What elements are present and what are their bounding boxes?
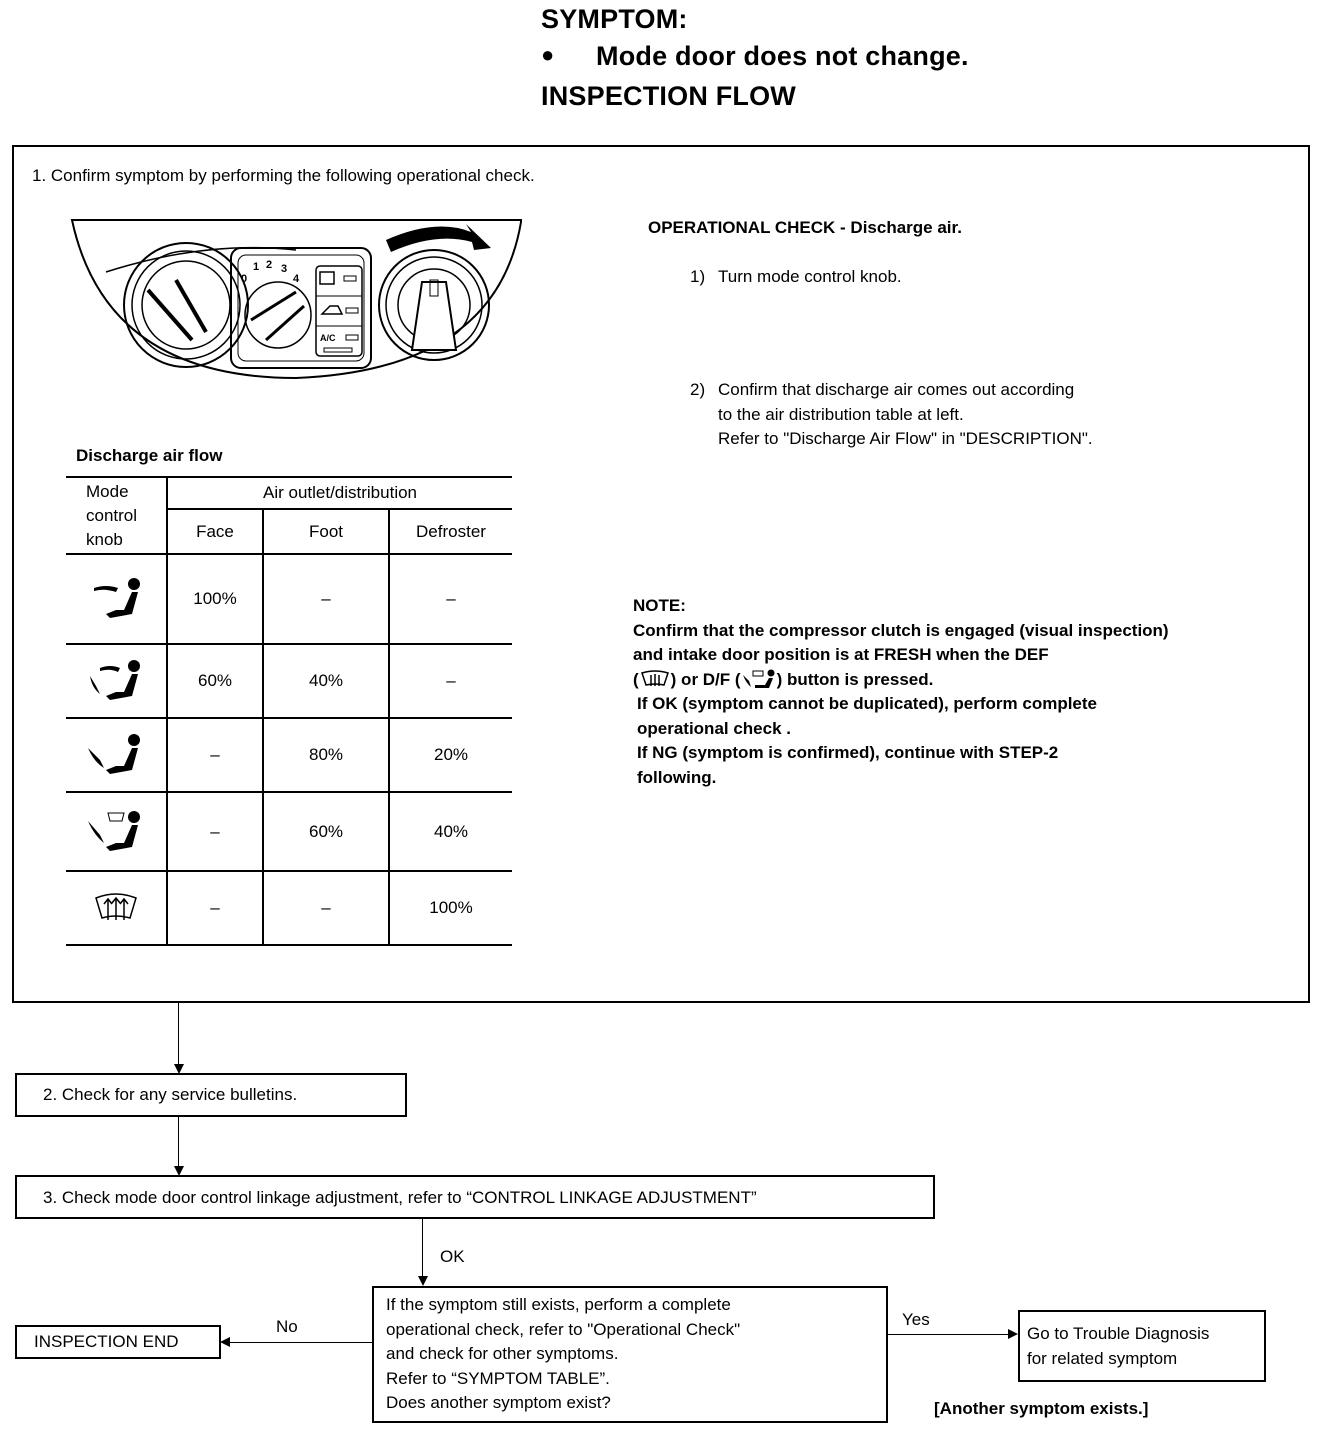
defroster-value: 20% bbox=[389, 718, 512, 792]
face-value: 100% bbox=[167, 554, 263, 644]
inspection-flow-title: INSPECTION FLOW bbox=[541, 81, 796, 111]
ac-button[interactable]: A/C bbox=[320, 333, 336, 343]
rotate-arrow-icon bbox=[386, 224, 491, 252]
another-symptom-label: [Another symptom exists.] bbox=[934, 1399, 1149, 1418]
decision-line: If the symptom still exists, perform a complete bbox=[386, 1295, 731, 1314]
symptom-label: SYMPTOM: bbox=[541, 4, 688, 34]
mode-cell bbox=[66, 871, 167, 945]
foot-value: 60% bbox=[263, 792, 389, 871]
op-check-item2-line: Refer to "Discharge Air Flow" in "DESCRIPTION". bbox=[718, 429, 1093, 448]
mode-cell bbox=[66, 554, 167, 644]
foot-value: – bbox=[263, 871, 389, 945]
trouble-diagnosis-text bbox=[1027, 1322, 1209, 1371]
note-line: operational check . bbox=[637, 718, 791, 738]
connector-line bbox=[228, 1342, 372, 1343]
col-foot: Foot bbox=[263, 509, 389, 554]
rear-defrost-button[interactable] bbox=[320, 272, 334, 284]
decision-line: and check for other symptoms. bbox=[386, 1344, 619, 1363]
button-column bbox=[316, 266, 362, 356]
ac-control-panel-illustration bbox=[66, 210, 536, 390]
note-line: Confirm that the compressor clutch is engaged (visual inspection) bbox=[633, 620, 1169, 640]
mode-header-line: Mode bbox=[86, 481, 129, 501]
fan-speed-2: 2 bbox=[266, 259, 273, 271]
table-row bbox=[66, 644, 512, 718]
table-row bbox=[66, 554, 512, 644]
foot-value: – bbox=[263, 554, 389, 644]
df-button-icon bbox=[741, 669, 777, 689]
mode-cell bbox=[66, 718, 167, 792]
op-check-item2-line: Confirm that discharge air comes out according bbox=[718, 380, 1075, 399]
op-check-item2-num: 2) bbox=[690, 380, 706, 399]
table-row bbox=[66, 792, 512, 871]
temperature-knob[interactable] bbox=[124, 243, 248, 367]
trouble-diagnosis-line: for related symptom bbox=[1027, 1348, 1178, 1368]
defrost-icon bbox=[86, 888, 146, 928]
mode-control-knob[interactable] bbox=[379, 250, 489, 360]
note-line: ( ) or D/F ( ) button is pressed. bbox=[633, 669, 934, 689]
bullet: ● bbox=[541, 42, 555, 67]
arrow-left-icon bbox=[220, 1337, 230, 1347]
discharge-air-flow-table bbox=[66, 476, 512, 946]
defroster-value: – bbox=[389, 644, 512, 718]
arrow-down-icon bbox=[418, 1276, 428, 1286]
connector-line bbox=[178, 1117, 179, 1167]
step3-text: 3. Check mode door control linkage adjustment, refer to “CONTROL LINKAGE ADJUSTMENT” bbox=[43, 1188, 757, 1207]
foot-value: 80% bbox=[263, 718, 389, 792]
decision-line: Refer to “SYMPTOM TABLE”. bbox=[386, 1368, 610, 1388]
mode-header-line: control bbox=[86, 505, 138, 525]
recirculation-button[interactable] bbox=[322, 306, 342, 314]
decision-line: Does another symptom exist? bbox=[386, 1393, 611, 1412]
decision-text bbox=[386, 1293, 740, 1416]
mode-header-line: knob bbox=[86, 529, 123, 549]
connector-line bbox=[178, 1003, 179, 1065]
foot-defrost-icon bbox=[86, 807, 146, 857]
note-line: If NG (symptom is confirmed), continue with STEP-2 bbox=[637, 743, 1059, 762]
no-label: No bbox=[276, 1317, 298, 1336]
trouble-diagnosis-line: Go to Trouble Diagnosis bbox=[1027, 1324, 1210, 1343]
defroster-value: 40% bbox=[389, 792, 512, 871]
foot-icon bbox=[86, 730, 146, 780]
def-button-icon bbox=[639, 670, 671, 688]
mode-cell bbox=[66, 644, 167, 718]
fan-speed-0: 0 bbox=[241, 273, 248, 285]
step1-title: 1. Confirm symptom by performing the following operational check. bbox=[32, 166, 535, 185]
fan-speed-1: 1 bbox=[253, 261, 260, 273]
face-value: – bbox=[167, 718, 263, 792]
table-caption: Discharge air flow bbox=[76, 446, 223, 465]
note-label: NOTE: bbox=[633, 596, 686, 615]
symptom-text: Mode door does not change. bbox=[596, 41, 969, 71]
face-value: 60% bbox=[167, 644, 263, 718]
ok-label: OK bbox=[440, 1247, 465, 1266]
table-row bbox=[66, 718, 512, 792]
bi-level-icon bbox=[86, 656, 146, 706]
op-check-item2 bbox=[718, 378, 1093, 452]
note bbox=[633, 594, 1293, 790]
col-defroster: Defroster bbox=[389, 509, 512, 554]
foot-value: 40% bbox=[263, 644, 389, 718]
arrow-right-icon bbox=[1008, 1329, 1018, 1339]
defroster-value: 100% bbox=[389, 871, 512, 945]
table-row bbox=[66, 871, 512, 945]
col-face: Face bbox=[167, 509, 263, 554]
note-line: following. bbox=[637, 767, 717, 787]
connector-line bbox=[422, 1219, 423, 1277]
note-line: If OK (symptom cannot be duplicated), perform complete bbox=[637, 694, 1097, 713]
mode-header bbox=[66, 477, 167, 554]
face-value: – bbox=[167, 792, 263, 871]
operational-check-title: OPERATIONAL CHECK - Discharge air. bbox=[648, 218, 962, 237]
op-check-item1: Turn mode control knob. bbox=[718, 267, 902, 286]
face-value: – bbox=[167, 871, 263, 945]
fan-speed-3: 3 bbox=[281, 263, 288, 275]
note-line: and intake door position is at FRESH when the DEF bbox=[633, 645, 1049, 664]
op-check-item2-line: to the air distribution table at left. bbox=[718, 404, 964, 424]
connector-line bbox=[888, 1334, 1010, 1335]
vent-face-icon bbox=[86, 574, 146, 624]
yes-label: Yes bbox=[902, 1310, 930, 1329]
op-check-item1-num: 1) bbox=[690, 267, 706, 286]
fan-speed-4: 4 bbox=[293, 273, 300, 285]
defroster-value: – bbox=[389, 554, 512, 644]
mode-cell bbox=[66, 792, 167, 871]
air-outlet-header: Air outlet/distribution bbox=[167, 477, 512, 509]
step2-text: 2. Check for any service bulletins. bbox=[43, 1085, 298, 1104]
decision-line: operational check, refer to "Operational Check" bbox=[386, 1319, 741, 1339]
inspection-end-text: INSPECTION END bbox=[34, 1332, 179, 1351]
